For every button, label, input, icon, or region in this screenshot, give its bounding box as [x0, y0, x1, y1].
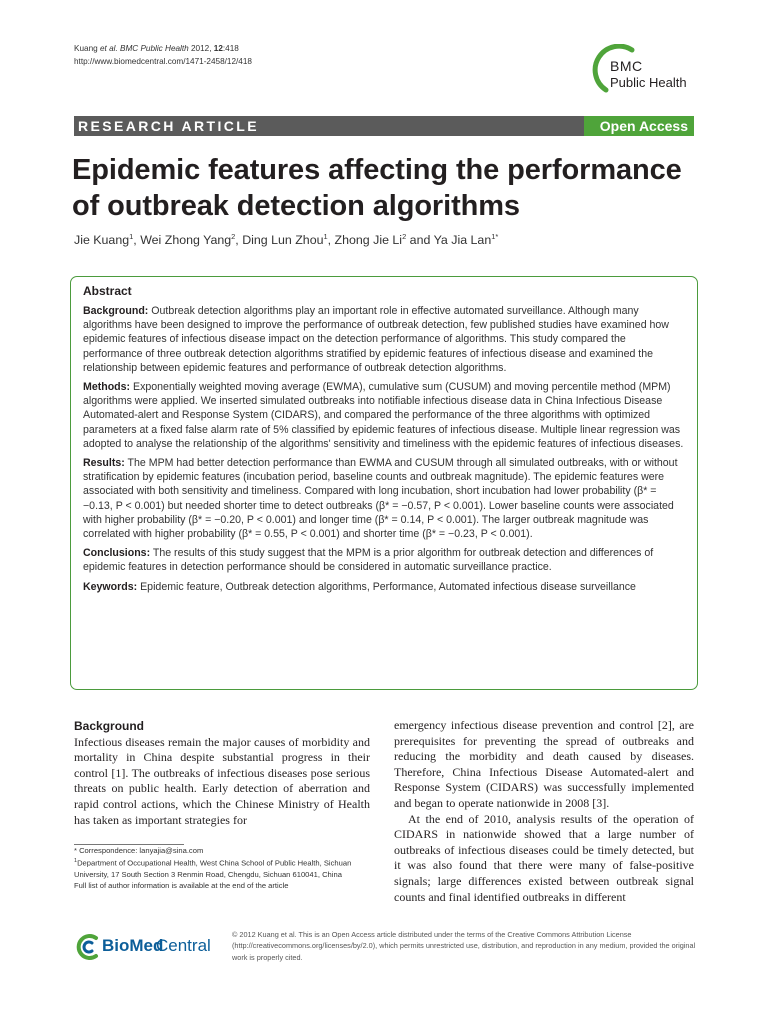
abstract-background-label: Background: — [83, 305, 149, 317]
abstract-keywords-label: Keywords: — [83, 580, 138, 593]
citation-volume: 12 — [213, 44, 223, 53]
author-name: Jie Kuang — [74, 233, 130, 248]
author-name: Ding Lun Zhou — [242, 233, 324, 248]
author-affiliation: 1 — [129, 232, 134, 241]
footnote-block — [74, 845, 374, 891]
author-name: Ya Jia Lan — [433, 233, 492, 248]
body-column-right — [394, 718, 694, 905]
author-separator: , — [133, 233, 141, 248]
abstract-results-text: The MPM had better detection performance than EWMA and CUSUM through all simulated outbreaks, with or without stratification by epidemic features (incubation period, baseline counts and outbreak magnitude). The epidemic features were associated with both sensitivity and timeliness. Compared with long incubation, short incubation had lower probability (β* = −0.13, P < 0.001) but needed shorter time to detect outbreaks (β* = −0.57, P < 0.001). Lower baseline counts were associated with higher probability (β* = −0.20, P < 0.001) and longer time (β* = 0.14, P < 0.001). The larger outbreak magnitude was correlated with higher probability (β* = 0.55, P < 0.001) and shorter time (β* = −0.23, P < 0.001). — [83, 457, 678, 541]
article-url[interactable]: http://www.biomedcentral.com/1471-2458/12/418 — [74, 57, 252, 66]
citation-journal: BMC Public Health — [117, 44, 189, 53]
affiliation-text: Department of Occupational Health, West China School of Public Health, Sichuan University, 17 South Section 3 Renmin Road, Chengdu, Sichuan 610041, China — [74, 858, 352, 879]
citation-page: :418 — [222, 44, 239, 53]
open-access-badge: Open Access — [584, 116, 694, 136]
logo-line1: BMC — [610, 58, 643, 74]
body-paragraph: emergency infectious disease prevention and control [2], are prerequisites for preventing the spread of outbreaks and reducing the morbidity and death caused by diseases. Therefore, China Infectious Disease Automated-alert and Response System (CIDARS) was successfully implemented and began to operate nationwide in 2008 [3]. — [394, 718, 694, 810]
abstract-keywords-text: Epidemic feature, Outbreak detection algorithms, Performance, Automated infectious disease surveillance — [137, 580, 636, 593]
author-affiliation: 2 — [231, 232, 236, 241]
citation-etal: et al. — [97, 44, 118, 53]
abstract-background — [83, 304, 687, 375]
biomed-swirl-icon — [74, 932, 102, 962]
author-info-note: Full list of author information is available at the end of the article — [74, 881, 289, 891]
abstract-results-label: Results: — [83, 457, 125, 470]
biomed-word: BioMed — [102, 936, 164, 955]
section-heading-background: Background — [74, 719, 145, 733]
author-affiliation: 1* — [491, 232, 499, 241]
body-paragraph: Infectious diseases remain the major causes of morbidity and mortality in China despite substantial progress in their control [1]. The outbreaks of infectious diseases pose serious threats on public health. Early detection of aberration and rapid control actions, which the Chinese Ministry of Health has taken as important strategies for — [74, 734, 370, 827]
abstract-box — [70, 276, 698, 690]
abstract-methods-text: Exponentially weighted moving average (EWMA), cumulative sum (CUSUM) and moving percentile method (MPM) algorithms were applied. We inserted simulated outbreaks into notifiable infectious disease data in China Infectious Disease Automated-alert and Response System (CIDARS), and compared the performance of the three algorithms with optimized parameters at a fixed false alarm rate of 5% classified by epidemic features of infectious disease. Multiple linear regression was adopted to analyse the relationship of the algorithms' sensitivity and timeliness with the epidemic features of infectious diseases. — [83, 381, 684, 450]
body-column-left — [74, 719, 370, 828]
article-type-banner — [74, 116, 694, 136]
abstract-conclusions-text: The results of this study suggest that the MPM is a prior algorithm for outbreak detection and differences of epidemic features in detection performance should be considered in automatic surveillance practice. — [83, 547, 654, 574]
article-type-label: RESEARCH ARTICLE — [78, 118, 259, 134]
abstract-results — [83, 456, 687, 541]
abstract-conclusions-label: Conclusions: — [83, 547, 151, 560]
author-affiliation: 2 — [402, 232, 407, 241]
abstract-methods — [83, 380, 687, 451]
author-list — [74, 232, 498, 247]
bmc-public-health-logo — [592, 44, 702, 96]
abstract-keywords — [83, 580, 687, 594]
abstract-conclusions — [83, 546, 687, 574]
body-paragraph: At the end of 2010, analysis results of the operation of CIDARS in nationwide showed that a large number of outbreaks of infectious diseases could be timely detected, but it was also found that there were many of false-positive signals; large differences existed between outbreak signal counts and final identified outbreaks in different — [394, 811, 694, 904]
abstract-methods-label: Methods: — [83, 381, 131, 394]
author-affiliation-note — [74, 856, 374, 880]
citation-line — [74, 42, 252, 55]
author-affiliation: 1 — [323, 232, 328, 241]
abstract-background-text: Outbreak detection algorithms play an important role in effective automated surveillance. Although many algorithms have been designed to improve the performance of outbreak detection, few published studies have examined how epidemic features of infectious disease impact on the detection performance of algorithms. This study compared the performance of three outbreak detection algorithms stratified by epidemic features of infectious disease and examined the relationship between epidemic features and performance of outbreak detection algorithms. — [83, 305, 669, 374]
biomed-central-logo — [74, 930, 234, 966]
author-name: Wei Zhong Yang — [140, 233, 232, 248]
citation-author: Kuang — [74, 44, 98, 53]
article-title: Epidemic features affecting the performance of outbreak detection algorithms — [72, 154, 682, 222]
correspondence-email: * Correspondence: lanyajia@sina.com — [74, 846, 204, 855]
affiliation-marker: 1 — [74, 858, 78, 865]
author-name: Zhong Jie Li — [334, 233, 403, 248]
author-separator: and — [406, 233, 434, 248]
citation-header — [74, 42, 252, 68]
citation-year: 2012, — [188, 44, 214, 53]
author-separator: , — [235, 233, 243, 248]
license-statement: © 2012 Kuang et al. This is an Open Access article distributed under the terms of the Creative Commons Attribution License (http://creativecommons.org/licenses/by/2.0), which permits unrestricted use, distribution, and reproduction in any medium, provided the original work is properly cited. — [232, 930, 696, 962]
logo-line2: Public Health — [610, 75, 687, 90]
abstract-heading: Abstract — [83, 284, 132, 298]
author-separator: , — [327, 233, 335, 248]
central-word: Central — [156, 936, 211, 955]
